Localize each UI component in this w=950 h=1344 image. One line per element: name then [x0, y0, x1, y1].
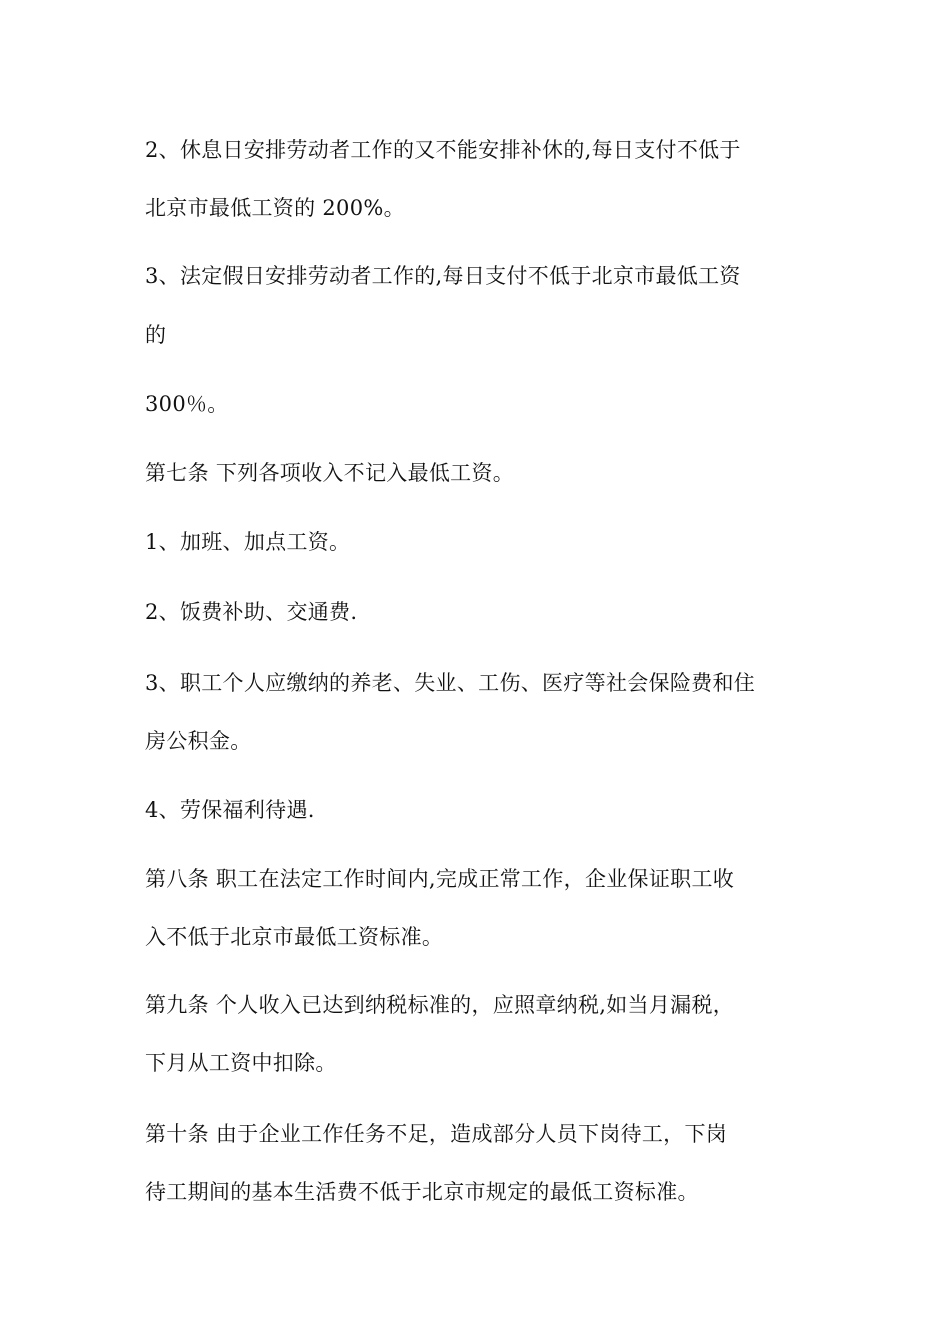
- document-line: 4、劳保福利待遇.: [145, 798, 315, 822]
- document-line: 第八条 职工在法定工作时间内,完成正常工作，企业保证职工收: [145, 867, 735, 891]
- document-line: 3、职工个人应缴纳的养老、失业、工伤、医疗等社会保险费和住: [145, 671, 756, 695]
- document-line: 房公积金。: [145, 729, 252, 753]
- document-line: 的: [145, 323, 167, 347]
- document-line: 下月从工资中扣除。: [145, 1051, 337, 1075]
- document-line: 第九条 个人收入已达到纳税标准的，应照章纳税,如当月漏税，: [145, 993, 735, 1017]
- document-line: 2、休息日安排劳动者工作的又不能安排补休的,每日支付不低于: [145, 138, 741, 162]
- document-line: 待工期间的基本生活费不低于北京市规定的最低工资标准。: [145, 1180, 699, 1204]
- document-line: 2、饭费补助、交通费.: [145, 600, 358, 624]
- document-line: 入不低于北京市最低工资标准。: [145, 925, 444, 949]
- document-line: 1、加班、加点工资。: [145, 530, 351, 554]
- document-line: 第七条 下列各项收入不记入最低工资。: [145, 461, 515, 485]
- document-line: 300％。: [145, 392, 229, 416]
- document-line: 3、法定假日安排劳动者工作的,每日支付不低于北京市最低工资: [145, 264, 741, 288]
- document-line: 第十条 由于企业工作任务不足，造成部分人员下岗待工，下岗: [145, 1122, 728, 1146]
- document-line: 北京市最低工资的 200%。: [145, 196, 405, 220]
